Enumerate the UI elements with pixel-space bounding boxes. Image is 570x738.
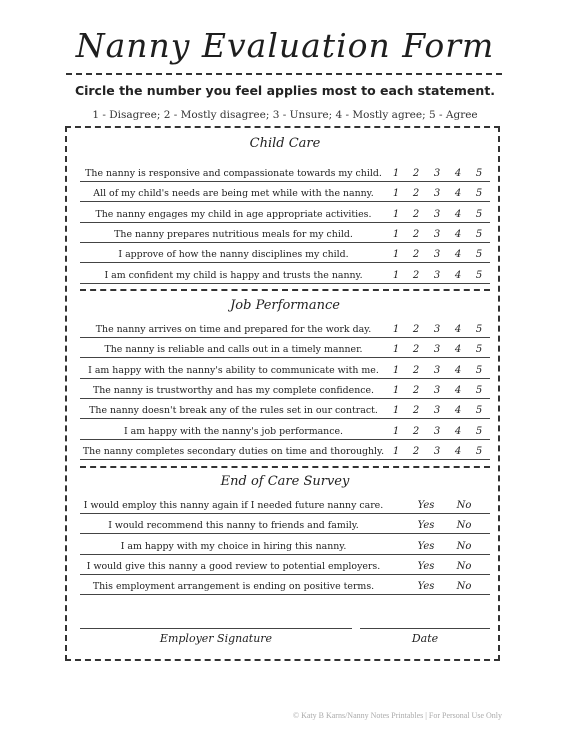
rating-option-1[interactable]: 1 bbox=[392, 324, 400, 335]
survey-row bbox=[80, 534, 490, 555]
statement-text: I am happy with my choice in hiring this nanny. bbox=[120, 540, 347, 552]
rating-row bbox=[80, 242, 490, 263]
rating-option-2[interactable]: 2 bbox=[412, 249, 420, 261]
no-option[interactable]: No bbox=[456, 581, 472, 593]
rating-option-4[interactable]: 4 bbox=[454, 405, 462, 417]
rating-option-2[interactable]: 2 bbox=[412, 228, 420, 240]
rating-option-4[interactable]: 4 bbox=[454, 168, 462, 179]
date-label: Date bbox=[411, 632, 439, 645]
rating-option-5[interactable]: 5 bbox=[475, 344, 483, 356]
rating-option-1[interactable]: 1 bbox=[392, 344, 400, 356]
rating-option-4[interactable]: 4 bbox=[454, 445, 462, 457]
rating-option-1[interactable]: 1 bbox=[392, 425, 400, 437]
rating-option-5[interactable]: 5 bbox=[475, 364, 483, 376]
rating-row bbox=[80, 181, 490, 202]
rating-option-5[interactable]: 5 bbox=[475, 405, 483, 417]
section-divider bbox=[80, 289, 490, 291]
rating-scale-legend: 1 - Disagree; 2 - Mostly disagree; 3 - Unsure; 4 - Mostly agree; 5 - Agree bbox=[92, 109, 478, 121]
rating-option-1[interactable]: 1 bbox=[392, 405, 400, 417]
rating-row bbox=[80, 202, 490, 223]
rating-option-5[interactable]: 5 bbox=[475, 324, 483, 335]
copyright-footer: © Katy B Karns/Nanny Notes Printables | For Personal Use Only bbox=[293, 711, 502, 720]
rating-row bbox=[80, 263, 490, 284]
rating-row bbox=[80, 398, 490, 419]
title-divider bbox=[66, 73, 502, 75]
rating-option-4[interactable]: 4 bbox=[454, 249, 462, 261]
employer-signature-line[interactable] bbox=[80, 628, 352, 629]
yes-option[interactable]: Yes bbox=[417, 560, 435, 572]
no-option[interactable]: No bbox=[456, 520, 472, 532]
no-option[interactable]: No bbox=[456, 560, 472, 572]
rating-row bbox=[80, 378, 490, 399]
rating-option-1[interactable]: 1 bbox=[392, 364, 400, 376]
no-option[interactable]: No bbox=[456, 540, 472, 552]
statement-text: I am happy with the nanny's job performance. bbox=[123, 425, 343, 437]
rating-option-1[interactable]: 1 bbox=[392, 249, 400, 261]
rating-option-2[interactable]: 2 bbox=[412, 269, 420, 281]
rating-row bbox=[80, 222, 490, 243]
employer-signature-label: Employer Signature bbox=[159, 632, 273, 645]
rating-option-5[interactable]: 5 bbox=[475, 228, 483, 240]
statement-text: I would give this nanny a good review to potential employers. bbox=[86, 560, 381, 572]
rating-option-2[interactable]: 2 bbox=[412, 188, 420, 200]
rating-option-5[interactable]: 5 bbox=[475, 188, 483, 200]
rating-option-2[interactable]: 2 bbox=[412, 208, 420, 220]
rating-option-2[interactable]: 2 bbox=[412, 344, 420, 356]
rating-option-3[interactable]: 3 bbox=[433, 208, 441, 220]
rating-option-3[interactable]: 3 bbox=[433, 168, 441, 179]
rating-option-3[interactable]: 3 bbox=[433, 405, 441, 417]
statement-text: The nanny completes secondary duties on time and thoroughly. bbox=[82, 445, 385, 457]
rating-option-5[interactable]: 5 bbox=[475, 425, 483, 437]
rating-row bbox=[80, 419, 490, 440]
rating-option-4[interactable]: 4 bbox=[454, 324, 462, 335]
rating-option-1[interactable]: 1 bbox=[392, 269, 400, 281]
rating-option-2[interactable]: 2 bbox=[412, 324, 420, 335]
rating-option-4[interactable]: 4 bbox=[454, 384, 462, 396]
section-divider bbox=[80, 466, 490, 468]
rating-option-1[interactable]: 1 bbox=[392, 188, 400, 200]
yes-option[interactable]: Yes bbox=[417, 581, 435, 593]
rating-option-2[interactable]: 2 bbox=[412, 445, 420, 457]
end-of-care-heading: End of Care Survey bbox=[220, 474, 350, 489]
statement-text: The nanny is reliable and calls out in a timely manner. bbox=[104, 344, 363, 356]
statement-text: I would employ this nanny again if I needed future nanny care. bbox=[83, 500, 384, 511]
rating-option-1[interactable]: 1 bbox=[392, 384, 400, 396]
statement-text: I am confident my child is happy and trusts the nanny. bbox=[104, 269, 363, 281]
statement-text: The nanny doesn't break any of the rules set in our contract. bbox=[89, 405, 378, 417]
rating-option-3[interactable]: 3 bbox=[433, 364, 441, 376]
rating-option-5[interactable]: 5 bbox=[475, 208, 483, 220]
rating-row bbox=[80, 337, 490, 358]
rating-option-1[interactable]: 1 bbox=[392, 208, 400, 220]
statement-text: The nanny is responsive and compassionate towards my child. bbox=[85, 168, 382, 179]
rating-option-3[interactable]: 3 bbox=[433, 269, 441, 281]
yes-option[interactable]: Yes bbox=[417, 540, 435, 552]
rating-option-2[interactable]: 2 bbox=[412, 168, 420, 179]
survey-row bbox=[80, 554, 490, 575]
rating-option-2[interactable]: 2 bbox=[412, 425, 420, 437]
instruction-text: Circle the number you feel applies most to each statement. bbox=[74, 83, 496, 98]
rating-option-4[interactable]: 4 bbox=[454, 425, 462, 437]
rating-option-5[interactable]: 5 bbox=[475, 384, 483, 396]
survey-row bbox=[80, 513, 490, 534]
rating-option-3[interactable]: 3 bbox=[433, 188, 441, 200]
rating-option-5[interactable]: 5 bbox=[475, 445, 483, 457]
no-option[interactable]: No bbox=[456, 500, 472, 511]
survey-row bbox=[80, 574, 490, 595]
rating-option-3[interactable]: 3 bbox=[433, 228, 441, 240]
yes-option[interactable]: Yes bbox=[417, 520, 435, 532]
rating-option-1[interactable]: 1 bbox=[392, 445, 400, 457]
rating-option-3[interactable]: 3 bbox=[433, 344, 441, 356]
rating-option-5[interactable]: 5 bbox=[475, 249, 483, 261]
rating-option-4[interactable]: 4 bbox=[454, 364, 462, 376]
rating-option-5[interactable]: 5 bbox=[475, 168, 483, 179]
rating-option-3[interactable]: 3 bbox=[433, 384, 441, 396]
statement-text: This employment arrangement is ending on positive terms. bbox=[92, 581, 375, 593]
rating-row bbox=[80, 358, 490, 379]
statement-text: I would recommend this nanny to friends and family. bbox=[108, 520, 359, 532]
statement-text: I am happy with the nanny's ability to communicate with me. bbox=[88, 364, 379, 376]
statement-text: I approve of how the nanny disciplines my child. bbox=[118, 249, 349, 261]
statement-text: The nanny prepares nutritious meals for my child. bbox=[114, 228, 353, 240]
yes-option[interactable]: Yes bbox=[417, 500, 435, 511]
date-line[interactable] bbox=[360, 628, 490, 629]
rating-option-2[interactable]: 2 bbox=[412, 384, 420, 396]
rating-option-4[interactable]: 4 bbox=[454, 208, 462, 220]
rating-option-4[interactable]: 4 bbox=[454, 228, 462, 240]
statement-text: All of my child's needs are being met while with the nanny. bbox=[93, 188, 374, 200]
rating-option-3[interactable]: 3 bbox=[433, 445, 441, 457]
rating-option-4[interactable]: 4 bbox=[454, 269, 462, 281]
survey-row bbox=[80, 493, 490, 514]
statement-text: The nanny engages my child in age appropriate activities. bbox=[95, 208, 372, 220]
statement-text: The nanny is trustworthy and has my complete confidence. bbox=[92, 384, 375, 396]
rating-row bbox=[80, 317, 490, 338]
child-care-heading: Child Care bbox=[249, 136, 321, 151]
rating-option-4[interactable]: 4 bbox=[454, 344, 462, 356]
rating-option-2[interactable]: 2 bbox=[412, 364, 420, 376]
rating-option-2[interactable]: 2 bbox=[412, 405, 420, 417]
rating-row bbox=[80, 439, 490, 460]
rating-option-4[interactable]: 4 bbox=[454, 188, 462, 200]
form-title: Nanny Evaluation Form bbox=[75, 26, 495, 65]
job-performance-heading: Job Performance bbox=[230, 298, 340, 313]
rating-option-3[interactable]: 3 bbox=[433, 249, 441, 261]
rating-option-3[interactable]: 3 bbox=[433, 425, 441, 437]
rating-option-5[interactable]: 5 bbox=[475, 269, 483, 281]
rating-option-3[interactable]: 3 bbox=[433, 324, 441, 335]
statement-text: The nanny arrives on time and prepared for the work day. bbox=[95, 324, 372, 335]
rating-option-1[interactable]: 1 bbox=[392, 168, 400, 179]
rating-row bbox=[80, 161, 490, 182]
rating-option-1[interactable]: 1 bbox=[392, 228, 400, 240]
